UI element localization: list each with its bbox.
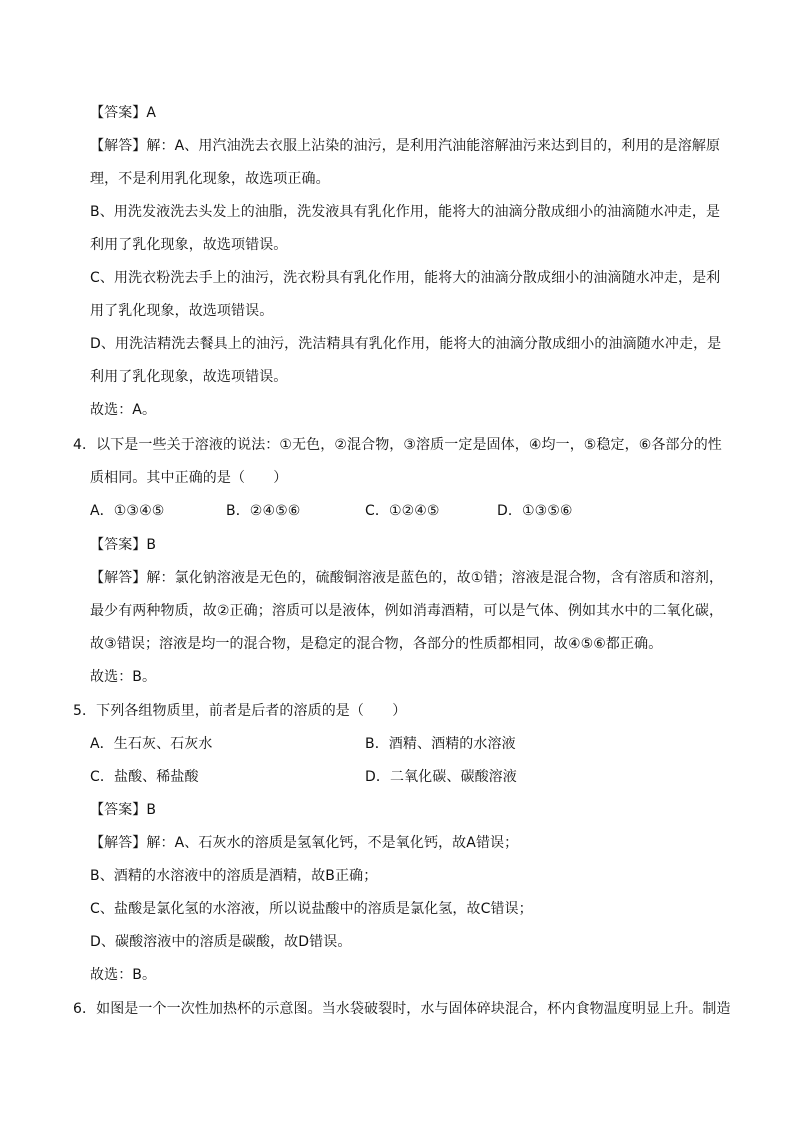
q3-analysis-line-1: 【解答】解：A、用汽油洗去衣服上沾染的油污，是利用汽油能溶解油污来达到目的，利用的是溶解原 [90,138,721,154]
q3-analysis-line-4: 利用了乳化现象，故选项错误。 [90,237,288,253]
q4-option-a: A．①③④⑤ [90,503,165,519]
q3-analysis-line-3: B、用洗发液洗去头发上的油脂，洗发液具有乳化作用，能将大的油滴分散成细小的油滴随水冲走，是 [90,204,721,220]
q4-analysis-line-1: 【解答】解：氯化钠溶液是无色的，硫酸铜溶液是蓝色的，故①错；溶液是混合物，含有溶质和溶剂， [90,570,724,586]
q4-choose: 故选：B。 [90,669,157,685]
q5-answer: 【答案】B [90,802,157,818]
q3-analysis-line-5: C、用洗衣粉洗去手上的油污，洗衣粉具有乳化作用，能将大的油滴分散成细小的油滴随水冲走，是利 [90,270,721,286]
q3-answer: 【答案】A [90,105,157,121]
q5-analysis-line-3: C、盐酸是氯化氢的水溶液，所以说盐酸中的溶质是氯化氢，故C错误； [90,901,533,917]
q5-analysis-line-1: 【解答】解：A、石灰水的溶质是氢氧化钙，不是氧化钙，故A错误； [90,835,519,851]
q3-analysis-line-7: D、用洗洁精洗去餐具上的油污，洗洁精具有乳化作用，能将大的油滴分散成细小的油滴随水冲走，是 [90,336,722,352]
q5-choose: 故选：B。 [90,967,157,983]
q5-analysis-line-4: D、碳酸溶液中的溶质是碳酸，故D错误。 [90,934,352,950]
q4-option-b: B．②④⑤⑥ [226,503,301,519]
q4-option-c: C．①②④⑤ [365,503,440,519]
q4-stem-line-2: 质相同。其中正确的是（ ） [90,470,288,486]
q6-stem: 6．如图是一个一次性加热杯的示意图。当水袋破裂时，水与固体碎块混合，杯内食物温度明显上升。制造 [73,1001,731,1017]
q5-option-c: C．盐酸、稀盐酸 [90,769,199,785]
q3-analysis-line-2: 理，不是利用乳化现象，故选项正确。 [90,171,330,187]
q5-stem: 5．下列各组物质里，前者是后者的溶质的是（ ） [73,703,407,719]
q4-option-d: D．①③⑤⑥ [497,503,573,519]
q5-option-d: D．二氧化碳、碳酸溶液 [365,769,517,785]
q5-option-a: A．生石灰、石灰水 [90,736,213,752]
q5-option-b: B．酒精、酒精的水溶液 [365,736,516,752]
q4-answer: 【答案】B [90,537,157,553]
q4-stem-line-1: 4．以下是一些关于溶液的说法：①无色，②混合物，③溶质一定是固体，④均一，⑤稳定，⑥各部分的性 [73,437,722,453]
q4-analysis-line-3: 故③错误；溶液是均一的混合物，是稳定的混合物，各部分的性质都相同，故④⑤⑥都正确。 [90,636,663,652]
q5-analysis-line-2: B、酒精的水溶液中的溶质是酒精，故B正确； [90,868,378,884]
q3-analysis-line-6: 用了乳化现象，故选项错误。 [90,303,274,319]
q3-analysis-line-8: 利用了乳化现象，故选项错误。 [90,369,288,385]
q4-analysis-line-2: 最少有两种物质，故②正确；溶质可以是液体，例如消毒酒精，可以是气体、例如其水中的二氧化碳， [90,603,724,619]
q3-choose: 故选：A。 [90,402,157,418]
